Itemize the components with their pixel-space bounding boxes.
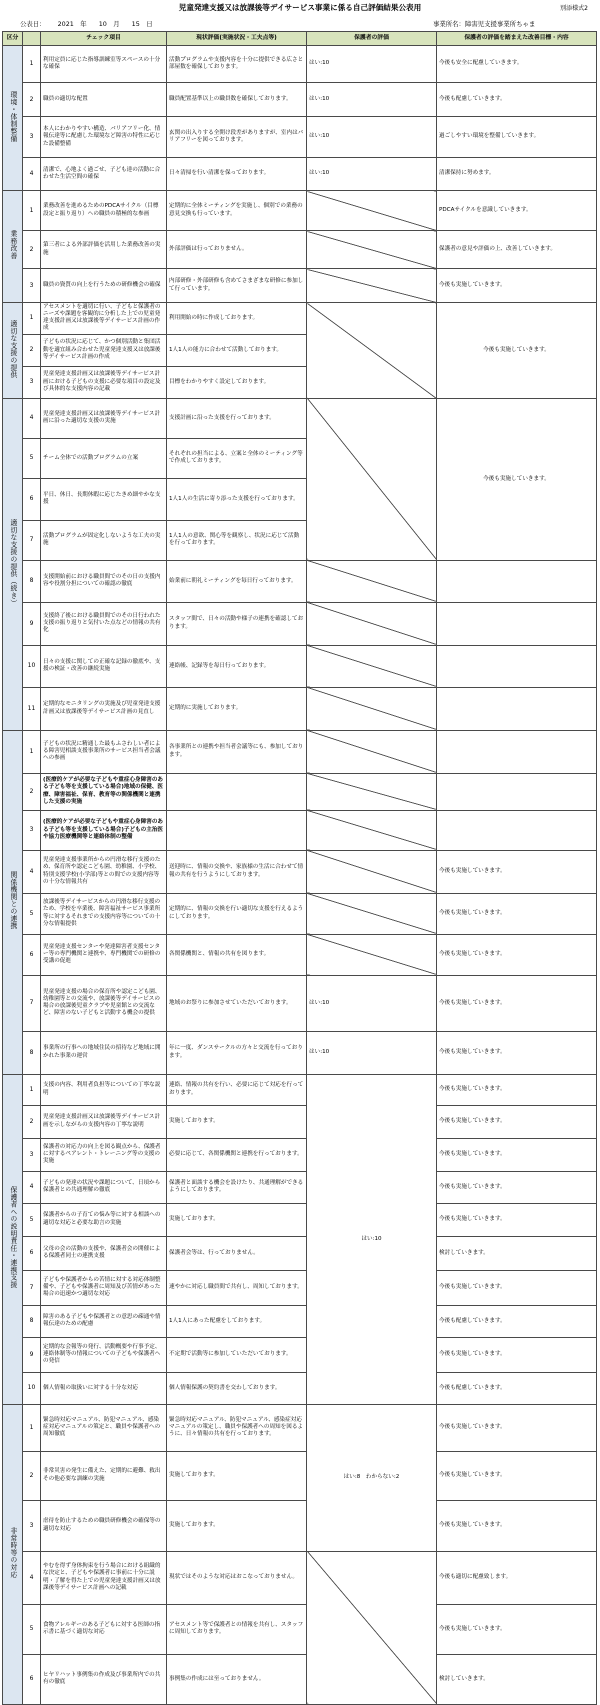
improvement-goal: 今後も配慮していきます。: [437, 1372, 597, 1404]
item-number: 4: [23, 1551, 41, 1604]
category-label: 業務改善: [8, 230, 17, 260]
status-evaluation: 緊急時対応マニュアル、防犯マニュアル、感染症対応マニュアルの策定し、職員や保護者への周知を図るように、日々情報の共有を行っております。: [167, 1404, 307, 1451]
table-row: [3, 303, 597, 335]
item-number: 3: [23, 366, 41, 398]
category-cell: [3, 730, 23, 1074]
check-item: 活動プログラムが固定化しないような工夫の実施: [41, 520, 167, 560]
status-evaluation: 定期的に、情報の交換を行い適切な支援を行えるようにしております。: [167, 893, 307, 934]
status-evaluation: 年に一度、ダンスサークルの方々と交流を行っております。: [167, 1031, 307, 1074]
check-item: チーム全体での活動プログラムの立案: [41, 438, 167, 478]
status-evaluation: 実施しております。: [167, 1203, 307, 1236]
col-category: 区分: [3, 32, 23, 46]
status-evaluation: 事例集の作成には至っておりません。: [167, 1654, 307, 1704]
item-number: 8: [23, 560, 41, 602]
status-evaluation: 定期的に全体ミーティングを実施し、個別での業務の意見交換も行っています。: [167, 191, 307, 231]
check-item: 平日、休日、長期休暇に応じたきめ細やかな支援: [41, 478, 167, 520]
table-row: [3, 1551, 597, 1604]
table-row: [3, 1074, 597, 1105]
item-number: 7: [23, 520, 41, 560]
status-evaluation: 始業前に朝礼ミーティングを毎日行っております。: [167, 560, 307, 602]
item-number: 5: [23, 438, 41, 478]
check-item: 第三者による外部評価を活用した業務改善の実施: [41, 231, 167, 269]
improvement-goal: 今後も実施していきます。: [437, 398, 597, 560]
check-item: 子どもの状況に応じて、かつ個別活動と集団活動を適宜組み合わせた児童発達支援又は放課後等デイサービス計画の作成: [41, 334, 167, 366]
table-row: [3, 1604, 597, 1654]
guardian-evaluation: [307, 269, 437, 303]
guardian-evaluation: はい:10: [307, 975, 437, 1031]
table-row: [3, 269, 597, 303]
col-item: チェック項目: [41, 32, 167, 46]
status-evaluation: [167, 773, 307, 810]
status-evaluation: 実施しております。: [167, 1500, 307, 1551]
guardian-evaluation: [307, 893, 437, 934]
date-month: 10 月: [98, 20, 120, 28]
guardian-evaluation: はい:10: [307, 117, 437, 158]
guardian-evaluation: はい:10: [307, 1031, 437, 1074]
improvement-goal: 今後も実施していきます。: [437, 934, 597, 975]
improvement-goal: 今後も安全に配慮していきます。: [437, 46, 597, 83]
category-cell: [3, 303, 23, 399]
category-label: 環境・体制整備: [8, 90, 17, 142]
item-number: 3: [23, 1138, 41, 1171]
check-item: 放課後等デイサービスからの円滑な移行支援のため、学校を卒業後、障害福祉サービス事業所等に対するそれまでの支援内容等についての十分な情報提供: [41, 893, 167, 934]
status-evaluation: アセスメント等で保護者との情報を共有し、スタッフに周知しております。: [167, 1604, 307, 1654]
improvement-goal: [437, 730, 597, 773]
status-evaluation: 速やかに対応し職員間で共有し、周知しております。: [167, 1270, 307, 1305]
status-evaluation: 職員配置基準以上の職員数を確保しております。: [167, 83, 307, 117]
item-number: 10: [23, 645, 41, 687]
table-row: [3, 850, 597, 893]
evaluation-table: [2, 31, 597, 1705]
item-number: 2: [23, 773, 41, 810]
item-number: 5: [23, 1604, 41, 1654]
status-evaluation: 各関係機関と、情報の共有を図ります。: [167, 934, 307, 975]
status-evaluation: 連絡帳、記録等を毎日行っております。: [167, 645, 307, 687]
guardian-evaluation: [307, 303, 437, 399]
check-item: 保護者の対応力の向上を図る観点から、保護者に対するペアレント・トレーニング等の支援の実施: [41, 1138, 167, 1171]
table-row: [3, 231, 597, 269]
improvement-goal: 今後も実施していきます。: [437, 1105, 597, 1138]
guardian-evaluation: はい:10: [307, 158, 437, 191]
improvement-goal: 検討していきます。: [437, 1654, 597, 1704]
improvement-goal: [437, 645, 597, 687]
table-row: [3, 773, 597, 810]
improvement-goal: [437, 602, 597, 645]
table-row: [3, 1654, 597, 1704]
table-row: [3, 975, 597, 1031]
check-item: 非常災害の発生に備えた、定期的に避難、救出その他必要な訓練の実施: [41, 1451, 167, 1500]
col-status: 現状評価(実施状況・工夫点等): [167, 32, 307, 46]
check-item: 個人情報の取扱いに対する十分な対応: [41, 1372, 167, 1404]
guardian-evaluation: [307, 850, 437, 893]
improvement-goal: 今後も配慮していきます。: [437, 83, 597, 117]
status-evaluation: 必要に応じて、各関係機関と連携を行っております。: [167, 1138, 307, 1171]
improvement-goal: 今後も実施していきます。: [437, 1138, 597, 1171]
category-cell: [3, 1404, 23, 1704]
item-number: 2: [23, 231, 41, 269]
status-evaluation: 個人情報保護の契約書を交わしております。: [167, 1372, 307, 1404]
check-item: 定期的な会報等の発行、活動概要や行事予定、連絡体制等の情報についての子どもや保護者への発信: [41, 1337, 167, 1372]
item-number: 7: [23, 975, 41, 1031]
check-item: 児童発達支援計画又は放課後等デイサービス計画における子どもの支援に必要な項目の設定及び具体的な支援内容の記載: [41, 366, 167, 398]
status-evaluation: 支援計画に沿った支援を行っております。: [167, 398, 307, 438]
item-number: 8: [23, 1305, 41, 1337]
status-evaluation: 現状ではそのような対応はおこなっておりません。: [167, 1551, 307, 1604]
category-label: 非常時等の対応: [8, 1526, 17, 1579]
improvement-goal: 今後も実施していきます。: [437, 1604, 597, 1654]
status-evaluation: 送迎時に、情報の交換や、家族様の生活に合わせて情報の共有を行うようにしております。: [167, 850, 307, 893]
guardian-evaluation: [307, 398, 437, 560]
guardian-evaluation: [307, 1551, 437, 1704]
category-label: 適切な支援の提供: [8, 319, 17, 378]
check-item: 児童発達支援計画又は放課後等デイサービス計画に沿った適切な支援の実施: [41, 398, 167, 438]
item-number: 3: [23, 117, 41, 158]
status-evaluation: 定期的に実施しております。: [167, 687, 307, 730]
item-number: 9: [23, 602, 41, 645]
item-number: 5: [23, 1203, 41, 1236]
status-evaluation: 1人1人にあった配慮をしております。: [167, 1305, 307, 1337]
date-year: 2021 年: [57, 20, 87, 28]
item-number: 7: [23, 1270, 41, 1305]
check-item: 日々の支援に関しての正確な記録の徹底や、支援の検証・改善の継続実施: [41, 645, 167, 687]
check-item: 児童発達支援センターや発達障害者支援センター等の専門機関と連携や、専門機関での研修の受講の促進: [41, 934, 167, 975]
status-evaluation: 外部評価は行っておりません。: [167, 231, 307, 269]
check-item: 業務改善を進めるためのPDCAサイクル（目標設定と振り返り）への職員の積極的な参画: [41, 191, 167, 231]
item-number: 2: [23, 1105, 41, 1138]
table-row: [3, 1500, 597, 1551]
improvement-goal: 今後も実施していきます。: [437, 893, 597, 934]
table-row: [3, 645, 597, 687]
category-cell: [3, 46, 23, 191]
status-evaluation: 利用開始の時に作成しております。: [167, 303, 307, 335]
guardian-evaluation: [307, 602, 437, 645]
item-number: 3: [23, 1500, 41, 1551]
guardian-evaluation: [307, 560, 437, 602]
item-number: 4: [23, 1171, 41, 1203]
annex-label: 別添様式2: [560, 5, 588, 12]
improvement-goal: 検討していきます。: [437, 1236, 597, 1270]
table-row: [3, 191, 597, 231]
improvement-goal: 今後も実施していきます。: [437, 1270, 597, 1305]
improvement-goal: 保護者の意見や評価の上、改善していきます。: [437, 231, 597, 269]
status-evaluation: 地域のお祭りに参加させていただいております。: [167, 975, 307, 1031]
improvement-goal: 清潔保持に努めます。: [437, 158, 597, 191]
improvement-goal: 今後も実施していきます。: [437, 1031, 597, 1074]
guardian-evaluation: はい:10: [307, 1074, 437, 1404]
improvement-goal: PDCAサイクルを意識していきます。: [437, 191, 597, 231]
guardian-evaluation: はい:10: [307, 83, 437, 117]
item-number: 9: [23, 1337, 41, 1372]
item-number: 10: [23, 1372, 41, 1404]
page-title: 児童発達支援又は放課後等デイサービス事業に係る自己評価結果公表用: [178, 3, 422, 12]
guardian-evaluation: [307, 934, 437, 975]
status-evaluation: 1人1人の生活に寄り添った支援を行っております。: [167, 478, 307, 520]
check-item: 子どもの状況に精通した最もふさわしい者による障害児相談支援事業所のサービス担当者会議への参画: [41, 730, 167, 773]
improvement-goal: 今後も実施していきます。: [437, 269, 597, 303]
table-row: [3, 1404, 597, 1451]
item-number: 2: [23, 1451, 41, 1500]
col-goal: 保護者の評価を踏まえた改善目標・内容: [437, 32, 597, 46]
improvement-goal: 今後も実施していきます。: [437, 1500, 597, 1551]
table-header-row: [3, 32, 597, 46]
item-number: 1: [23, 1074, 41, 1105]
improvement-goal: 今後も適切に配慮致します。: [437, 1551, 597, 1604]
improvement-goal: [437, 773, 597, 810]
improvement-goal: [437, 687, 597, 730]
table-row: [3, 46, 597, 83]
table-row: [3, 687, 597, 730]
category-cell: [3, 398, 23, 730]
table-row: [3, 934, 597, 975]
check-item: 清潔で、心地よく過ごせ、子ども達の活動に合わせた生活空間の確保: [41, 158, 167, 191]
item-number: 2: [23, 83, 41, 117]
category-label: 適切な支援の提供（続き）: [8, 518, 17, 607]
table-row: [3, 1236, 597, 1270]
guardian-evaluation: はい:8 わからない:2: [307, 1404, 437, 1551]
status-evaluation: 連絡、情報の共有を行い、必要に応じて対応を行っております。: [167, 1074, 307, 1105]
table-row: [3, 1305, 597, 1337]
category-label: 保護者への説明責任・連携支援: [8, 1186, 17, 1289]
item-number: 3: [23, 269, 41, 303]
status-evaluation: 実施しております。: [167, 1105, 307, 1138]
table-row: [3, 730, 597, 773]
status-evaluation: 目標をわかりやすく設定しております。: [167, 366, 307, 398]
guardian-evaluation: はい:10: [307, 46, 437, 83]
check-item: やむを得ず身体拘束を行う場合における組織的な決定と、子どもや保護者に事前に十分に説明・了解を得た上での児童発達支援計画又は放課後等デイサービス計画への記載: [41, 1551, 167, 1604]
table-row: [3, 1451, 597, 1500]
table-row: [3, 1171, 597, 1203]
check-item: アセスメントを適切に行い、子どもと保護者のニーズや課題を客観的に分析した上での児童発達支援計画又は放課後等デイサービス計画の作成: [41, 303, 167, 335]
date-day: 15 日: [131, 20, 153, 28]
category-cell: [3, 191, 23, 303]
item-number: 6: [23, 478, 41, 520]
status-evaluation: 1人1人の能力に合わせて活動しております。: [167, 334, 307, 366]
table-row: [3, 1105, 597, 1138]
category-label: 関係機関との連携: [8, 871, 17, 930]
improvement-goal: 今後も実施していきます。: [437, 1203, 597, 1236]
check-item: 事業所の行事への地域住民の招待など地域に開かれた事業の運営: [41, 1031, 167, 1074]
item-number: 4: [23, 158, 41, 191]
status-evaluation: 保護者と面談する機会を設けたり、共通理解ができるようにしております。: [167, 1171, 307, 1203]
improvement-goal: 今後も実施していきます。: [437, 303, 597, 399]
improvement-goal: 今後も実施していきます。: [437, 850, 597, 893]
item-number: 6: [23, 1236, 41, 1270]
status-evaluation: 保護者会等は、行っておりません。: [167, 1236, 307, 1270]
check-item: 支援終了後における職員間でのその日行われた支援の振り返りと気付いた点などの情報の共有化: [41, 602, 167, 645]
check-item: (医療的ケアが必要な子どもや重症心身障害のある子ども等を支援している場合)地域の保健、医療、障害福祉、保育、教育等の関係機関と連携した支援の実施: [41, 773, 167, 810]
table-row: [3, 1031, 597, 1074]
table-row: [3, 1203, 597, 1236]
date-label: 公表日：: [20, 20, 46, 28]
check-item: ヒヤリハット事例集の作成及び事業所内での共有の徹底: [41, 1654, 167, 1704]
table-row: [3, 560, 597, 602]
table-row: [3, 158, 597, 191]
improvement-goal: 今後も実施していきます。: [437, 1451, 597, 1500]
status-evaluation: 不定期で活動等に参加していただいております。: [167, 1337, 307, 1372]
item-number: 5: [23, 893, 41, 934]
check-item: 子どもや保護者からの苦情に対する対応体制整備や、子どもや保護者に周知及び苦情があった場合の迅速かつ適切な対応: [41, 1270, 167, 1305]
item-number: 4: [23, 850, 41, 893]
check-item: 父母の会の活動の支援や、保護者会の開催による保護者同士の連携支援: [41, 1236, 167, 1270]
check-item: 緊急時対応マニュアル、防犯マニュアル、感染症対応マニュアルの策定と、職員や保護者への周知徹底: [41, 1404, 167, 1451]
check-item: 定期的なモニタリングの実施及び児童発達支援計画又は放課後等デイサービス計画の見直し: [41, 687, 167, 730]
table-row: [3, 810, 597, 850]
check-item: (医療的ケアが必要な子どもや重症心身障害のある子ども等を支援している場合)子どもの主治医や協力医療機関等と連絡体制の整備: [41, 810, 167, 850]
item-number: 6: [23, 934, 41, 975]
item-number: 1: [23, 303, 41, 335]
status-evaluation: 玄関の出入りする全開け段差がありますが、室内はバリアフリーを図っております。: [167, 117, 307, 158]
improvement-goal: 今後も実施していきます。: [437, 1404, 597, 1451]
status-evaluation: スタッフ間で、日々の活動や様子の連携を確認しております。: [167, 602, 307, 645]
improvement-goal: 今後も実施していきます。: [437, 975, 597, 1031]
guardian-evaluation: [307, 191, 437, 231]
item-number: 1: [23, 46, 41, 83]
check-item: 障害のある子どもや保護者との意思の疎通や情報伝達のための配慮: [41, 1305, 167, 1337]
table-row: [3, 398, 597, 438]
check-item: 虐待を防止するための職員研修機会の確保等の適切な対応: [41, 1500, 167, 1551]
item-number: 2: [23, 334, 41, 366]
check-item: 児童発達支援計画又は放課後等デイサービス計画を示しながらの支援内容の丁寧な説明: [41, 1105, 167, 1138]
status-evaluation: 各事業所との連携や担当者会議等にも、参加しております。: [167, 730, 307, 773]
improvement-goal: 今後も配慮していきます。: [437, 1305, 597, 1337]
check-item: 支援の内容、利用者負担等についての丁寧な説明: [41, 1074, 167, 1105]
item-number: 4: [23, 398, 41, 438]
improvement-goal: 過ごしやすい環境を整備していきます。: [437, 117, 597, 158]
table-row: [3, 893, 597, 934]
guardian-evaluation: [307, 231, 437, 269]
item-number: 11: [23, 687, 41, 730]
check-item: 本人にわかりやすい構造、バリアフリー化、情報伝達等に配慮した環境など障害の特性に応じた設備整備: [41, 117, 167, 158]
category-cell: [3, 1074, 23, 1404]
check-item: 利用定員に応じた指導訓練室等スペースの十分な確保: [41, 46, 167, 83]
status-evaluation: 内部研修・外部研修も含めてさまざまな研修に参加して行っています。: [167, 269, 307, 303]
item-number: 8: [23, 1031, 41, 1074]
item-number: 1: [23, 730, 41, 773]
check-item: 支援開始前における職員間でのその日の支援内容や役割分担についての確認の徹底: [41, 560, 167, 602]
status-evaluation: それぞれの担当による、立案と全体のミーティング等で作成しております。: [167, 438, 307, 478]
improvement-goal: [437, 810, 597, 850]
office-name: 事業所名：障害児支援事業所ちゃま: [433, 20, 536, 28]
status-evaluation: 1人1人の意欲、関心等を観察し、状況に応じて活動を行っております。: [167, 520, 307, 560]
check-item: 保護者からの子育ての悩み等に対する相談への適切な対応と必要な助言の実施: [41, 1203, 167, 1236]
table-row: [3, 1138, 597, 1171]
check-item: 子どもの発達の状況や課題について、日頃から保護者との共通理解の徹底: [41, 1171, 167, 1203]
check-item: 児童発達支援事業所からの円滑な移行支援のため、保育所や認定こども園、幼稚園、小学校、特別支援学校(小学部)等との間での支援内容等の十分な情報共有: [41, 850, 167, 893]
col-number: [23, 32, 41, 46]
status-evaluation: [167, 810, 307, 850]
item-number: 3: [23, 810, 41, 850]
guardian-evaluation: [307, 645, 437, 687]
improvement-goal: [437, 560, 597, 602]
item-number: 6: [23, 1654, 41, 1704]
table-row: [3, 83, 597, 117]
table-row: [3, 602, 597, 645]
table-row: [3, 117, 597, 158]
publication-date: [20, 19, 163, 28]
check-item: 職員の資質の向上を行うための研修機会の確保: [41, 269, 167, 303]
table-row: [3, 1337, 597, 1372]
guardian-evaluation: [307, 773, 437, 810]
check-item: 職員の適切な配置: [41, 83, 167, 117]
col-guardian: 保護者の評価: [307, 32, 437, 46]
item-number: 1: [23, 191, 41, 231]
table-row: [3, 1270, 597, 1305]
status-evaluation: 実施しております。: [167, 1451, 307, 1500]
improvement-goal: 今後も実施していきます。: [437, 1337, 597, 1372]
status-evaluation: 日々清掃を行い清潔を保っております。: [167, 158, 307, 191]
improvement-goal: 今後も実施していきます。: [437, 1171, 597, 1203]
check-item: 食物アレルギーのある子どもに対する医師の指示書に基づく適切な対応: [41, 1604, 167, 1654]
improvement-goal: 今後も実施していきます。: [437, 1074, 597, 1105]
guardian-evaluation: [307, 687, 437, 730]
item-number: 1: [23, 1404, 41, 1451]
status-evaluation: 活動プログラムや支援内容を十分に提供できる広さと部屋数を確保しております。: [167, 46, 307, 83]
check-item: 児童発達支援の場合の保育所や認定こども園、幼稚園等との交流や、放課後等デイサービスの場合の放課後児童クラブや児童館との交流など、障害のない子どもと活動する機会の提供: [41, 975, 167, 1031]
table-row: [3, 1372, 597, 1404]
guardian-evaluation: [307, 730, 437, 773]
guardian-evaluation: [307, 810, 437, 850]
